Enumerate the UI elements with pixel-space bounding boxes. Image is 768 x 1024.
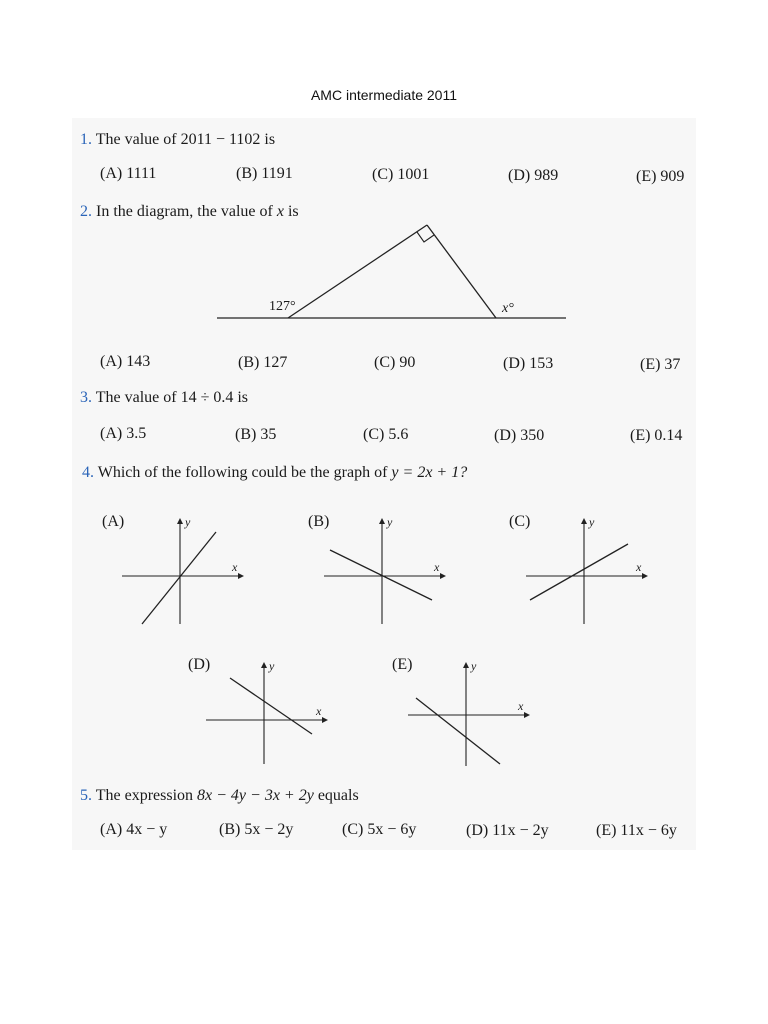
graph-a [118, 512, 248, 630]
graph-e-label: (E) [392, 656, 413, 673]
svg-text:x: x [434, 560, 440, 574]
question-text-end: is [287, 203, 299, 220]
question-text: In the diagram, the value of [96, 203, 273, 220]
svg-text:x: x [316, 704, 322, 718]
question-text-end: equals [317, 787, 359, 804]
q3-option-b: (B) 35 [235, 426, 277, 443]
svg-text:x: x [636, 560, 642, 574]
q2-option-e: (E) 37 [640, 356, 681, 373]
q3-option-e: (E) 0.14 [630, 427, 683, 444]
graph-a-label: (A) [102, 513, 125, 530]
equation: y = 2x + 1? [391, 464, 468, 481]
q5-option-e: (E) 11x − 6y [596, 822, 677, 839]
graph-e [404, 656, 534, 768]
q3-option-c: (C) 5.6 [363, 426, 409, 443]
angle-127-label: 127° [269, 299, 296, 314]
svg-text:y: y [589, 515, 595, 529]
document-title: AMC intermediate 2011 [310, 87, 458, 103]
graph-b-line [330, 550, 432, 600]
triangle-side-left [288, 225, 427, 318]
question-number: 5. [80, 787, 92, 804]
question-text: The expression [95, 787, 194, 804]
q2-option-d: (D) 153 [503, 355, 554, 372]
q5-option-c: (C) 5x − 6y [342, 821, 417, 838]
question-number: 1. [80, 131, 92, 148]
q2-option-b: (B) 127 [238, 354, 288, 371]
svg-text:y: y [471, 659, 477, 673]
svg-text:x: x [518, 699, 524, 713]
graph-d-line [230, 678, 312, 734]
q3-option-d: (D) 350 [494, 427, 545, 444]
q5-option-d: (D) 11x − 2y [466, 822, 549, 839]
expression: 8x − 4y − 3x + 2y [197, 787, 314, 804]
graph-c-line [530, 544, 628, 600]
question-text: The value of 14 ÷ 0.4 is [95, 389, 249, 406]
graph-d [202, 656, 332, 766]
q2-option-c: (C) 90 [374, 354, 416, 371]
q5-option-a: (A) 4x − y [100, 821, 168, 838]
question-number: 2. [80, 203, 92, 220]
q5-option-b: (B) 5x − 2y [219, 821, 294, 838]
graph-c [522, 512, 652, 630]
question-3 [80, 389, 248, 407]
right-angle-marker [417, 232, 434, 242]
q1-option-e: (E) 909 [636, 168, 685, 185]
svg-text:x: x [232, 560, 238, 574]
question-4 [82, 464, 467, 482]
q1-option-b: (B) 1191 [236, 165, 293, 182]
question-number: 4. [82, 464, 94, 481]
q1-option-c: (C) 1001 [372, 166, 430, 183]
angle-x-label: x° [502, 301, 514, 316]
svg-text:y: y [269, 659, 275, 673]
triangle-side-right [427, 225, 496, 318]
question-5 [80, 787, 359, 805]
q1-option-a: (A) 1111 [100, 165, 157, 182]
svg-text:y: y [387, 515, 393, 529]
svg-text:y: y [185, 515, 191, 529]
question-text: Which of the following could be the graph of [97, 464, 388, 481]
q2-option-a: (A) 143 [100, 353, 151, 370]
graph-d-label: (D) [188, 656, 211, 673]
triangle-diagram [210, 220, 580, 330]
variable-x: x [276, 203, 284, 220]
graph-a-line [142, 532, 216, 624]
graph-c-label: (C) [509, 513, 531, 530]
graph-e-line [416, 698, 500, 764]
q1-option-d: (D) 989 [508, 167, 559, 184]
question-number: 3. [80, 389, 92, 406]
question-1 [80, 131, 275, 149]
question-text: The value of 2011 − 1102 is [95, 131, 276, 148]
q3-option-a: (A) 3.5 [100, 425, 147, 442]
graph-b-label: (B) [308, 513, 330, 530]
graph-b [320, 512, 450, 630]
question-2 [80, 203, 299, 221]
